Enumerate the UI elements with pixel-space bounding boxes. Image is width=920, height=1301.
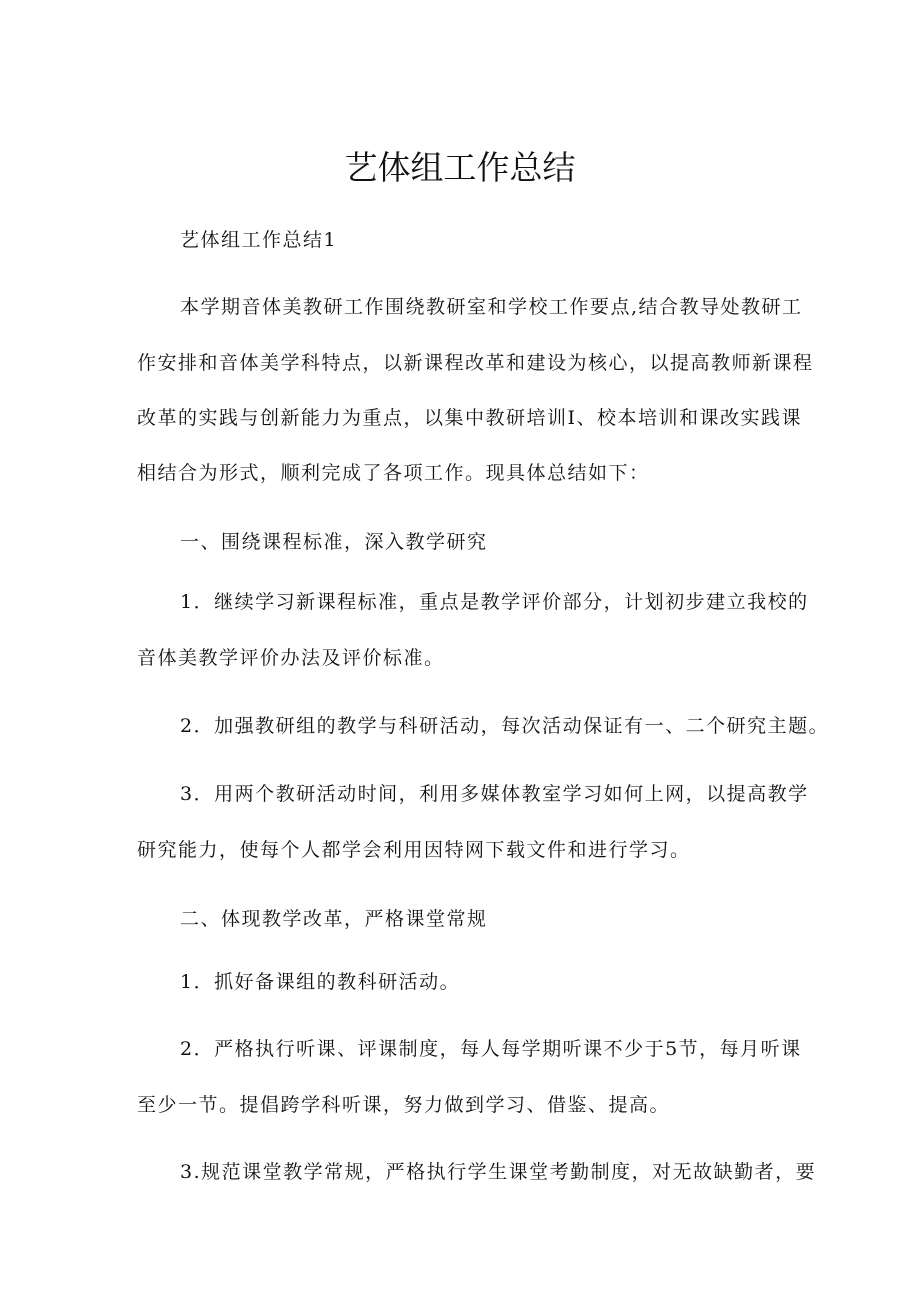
intro-line-3: 改革的实践与创新能力为重点，以集中教研培训I、校本培训和课改实践课: [137, 407, 803, 429]
section1-heading: 一、围绕课程标准，深入教学研究: [180, 531, 488, 553]
section-subtitle: 艺体组工作总结1: [180, 229, 338, 251]
section1-item3-line1: 3．用两个教研活动时间，利用多媒体教室学习如何上网，以提高教学: [180, 783, 809, 805]
section2-item2-line2: 至少一节。提倡跨学科听课，努力做到学习、借鉴、提高。: [137, 1094, 671, 1116]
document-title: 艺体组工作总结: [344, 148, 576, 187]
section1-item1-line1: 1．继续学习新课程标准，重点是教学评价部分，计划初步建立我校的: [180, 591, 809, 613]
section2-heading: 二、体现教学改革，严格课堂常规: [180, 908, 488, 930]
section1-item3-line2: 研究能力，使每个人都学会利用因特网下载文件和进行学习。: [137, 839, 691, 861]
section1-item2-line1: 2．加强教研组的教学与科研活动，每次活动保证有一、二个研究主题。: [180, 715, 830, 737]
section1-item1-line2: 音体美教学评价办法及评价标准。: [137, 647, 445, 669]
section2-item3-line1: 3.规范课堂教学常规，严格执行学生课堂考勤制度，对无故缺勤者，要: [180, 1161, 817, 1183]
intro-line-1: 本学期音体美教研工作围绕教研室和学校工作要点,结合教导处教研工: [180, 296, 803, 318]
intro-line-4: 相结合为形式，顺利完成了各项工作。现具体总结如下：: [137, 462, 650, 484]
section2-item2-line1: 2．严格执行听课、评课制度，每人每学期听课不少于5节，每月听课: [180, 1038, 802, 1060]
section2-item1-line1: 1．抓好备课组的教科研活动。: [180, 971, 461, 993]
intro-line-2: 作安排和音体美学科特点，以新课程改革和建设为核心，以提高教师新课程: [137, 352, 814, 374]
